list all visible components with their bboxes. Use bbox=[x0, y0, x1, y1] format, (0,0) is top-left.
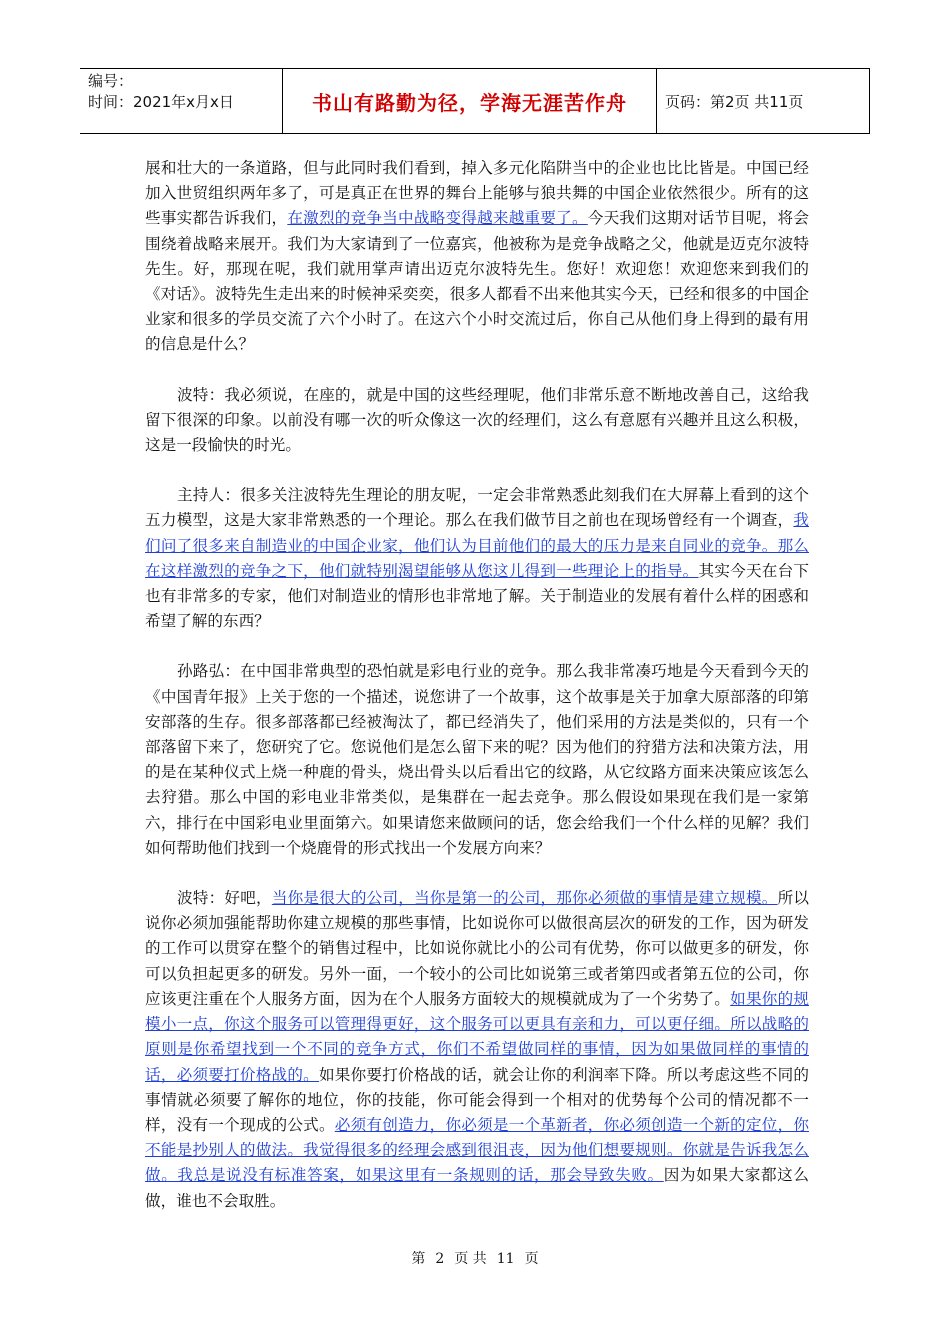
body-paragraph bbox=[145, 383, 809, 459]
paragraph-text: 今天我们这期对话节目呢，将会围绕着战略来展开。我们为大家请到了一位嘉宾，他被称为是竞争战略之父，他就是迈克尔波特先生。好，那现在呢，我们就用掌声请出迈克尔波特先生。您好！欢迎您！欢迎您来到我们的《对话》。波特先生走出来的时候神采奕奕，很多人都看不出来他其实今天，已经和很多的中国企业家和很多的学员交流了六个小时了。在这六个小时交流过后，你自己从他们身上得到的最有用的信息是什么？ bbox=[145, 209, 809, 354]
paragraph-text: 因为如果大家都这么做，谁也不会取胜。 bbox=[145, 1166, 809, 1210]
header-number-label: 编号： bbox=[88, 72, 134, 90]
body-paragraph bbox=[145, 483, 809, 634]
header-meta bbox=[80, 69, 283, 133]
underlined-highlight-text[interactable]: 必须有创造力，你必须是一个革新者，你必须创造一个新的定位，你不能是抄别人的做法。我觉得很多的经理会感到很沮丧，因为他们想要规则。你就是告诉我怎么做。我总是说没有标准答案，如果这里有一条规则的话，那会导致失败。 bbox=[145, 1115, 809, 1185]
paragraph-text: 波特：好吧， bbox=[177, 889, 272, 908]
paragraph-text: 展和壮大的一条道路，但与此同时我们看到，掉入多元化陷阱当中的企业也比比皆是。中国已经加入世贸组织两年多了，可是真正在世界的舞台上能够与狼共舞的中国企业依然很少。所有的这些事实都告诉我们， bbox=[145, 159, 809, 228]
body-paragraph bbox=[145, 156, 809, 358]
footer-page-number: 2 bbox=[435, 1251, 445, 1267]
document-body bbox=[145, 156, 809, 1239]
paragraph-text: 波特：我必须说，在座的，就是中国的这些经理呢，他们非常乐意不断地改善自己，这给我留下很深的印象。以前没有哪一次的听众像这一次的经理们，这么有意愿有兴趣并且这么积极，这是一段愉快的时光。 bbox=[145, 385, 809, 455]
footer-prefix: 第 bbox=[411, 1251, 426, 1267]
document-header bbox=[80, 68, 870, 134]
underlined-highlight-text[interactable]: 在激烈的竞争当中战略变得越来越重要了。 bbox=[287, 209, 588, 228]
header-date: 时间：2021年x月x日 bbox=[88, 93, 234, 111]
footer-total-pages: 11 bbox=[496, 1251, 515, 1267]
paragraph-text: 如果你要打价格战的话，就会让你的利润率下降。所以考虑这些不同的事情就必须要了解你的地位，你的技能，你可能会得到一个相对的优势每个公司的情况都不一样，没有一个现成的公式。 bbox=[145, 1065, 809, 1134]
header-page-info-cell bbox=[657, 69, 869, 133]
underlined-highlight-text[interactable]: 我们问了很多来自制造业的中国企业家，他们认为目前他们的最大的压力是来自同业的竞争。那么在这样激烈的竞争之下，他们就特别渴望能够从您这儿得到一些理论上的指导。 bbox=[145, 511, 809, 580]
page-footer bbox=[0, 1248, 950, 1268]
paragraph-text: 所以说你必须加强能帮助你建立规模的那些事情，比如说你可以做很高层次的研发的工作，因为研发的工作可以贯穿在整个的销售过程中，比如说你就比小的公司有优势，你可以做更多的研发，你可以负担起更多的研发。另外一面，一个较小的公司比如说第三或者第四或者第五位的公司，你应该更注重在个人服务方面，因为在个人服务方面较大的规模就成为了一个劣势了。 bbox=[145, 889, 809, 1008]
header-motto-cell bbox=[283, 69, 657, 133]
paragraph-text: 主持人：很多关注波特先生理论的朋友呢，一定会非常熟悉此刻我们在大屏幕上看到的这个五力模型，这是大家非常熟悉的一个理论。那么在我们做节目之前也在现场曾经有一个调查， bbox=[145, 486, 809, 530]
body-paragraph bbox=[145, 886, 809, 1214]
header-motto: 书山有路勤为径，学海无涯苦作舟 bbox=[312, 90, 627, 115]
footer-middle: 页 共 bbox=[454, 1251, 487, 1267]
paragraph-text: 孙路弘：在中国非常典型的恐怕就是彩电行业的竞争。那么我非常凑巧地是今天看到今天的《中国青年报》上关于您的一个描述，说您讲了一个故事，这个故事是关于加拿大原部落的印第安部落的生存。很多部落都已经被淘汰了，都已经消失了，他们采用的方法是类似的，只有一个部落留下来了，您研究了它。您说他们是怎么留下来的呢？因为他们的狩猎方法和决策方法，用的是在某种仪式上烧一种鹿的骨头，烧出骨头以后看出它的纹路，从它纹路方面来决策应该怎么去狩猎。那么中国的彩电业非常类似，是集群在一起去竞争。那么假设如果现在我们是一家第六，排行在中国彩电业里面第六。如果请您来做顾问的话，您会给我们一个什么样的见解？我们如何帮助他们找到一个烧鹿骨的形式找出一个发展方向来？ bbox=[145, 662, 809, 857]
body-paragraph bbox=[145, 659, 809, 861]
header-page-info: 页码：第2页 共11页 bbox=[665, 92, 804, 111]
paragraph-text: 其实今天在台下也有非常多的专家，他们对制造业的情形也非常地了解。关于制造业的发展有着什么样的困惑和希望了解的东西？ bbox=[145, 561, 809, 631]
underlined-highlight-text[interactable]: 如果你的规模小一点，你这个服务可以管理得更好，这个服务可以更具有亲和力，可以更仔细。所以战略的原则是你希望找到一个不同的竞争方式，你们不希望做同样的事情，因为如果做同样的事情的话，必须要打价格战的。 bbox=[145, 989, 809, 1084]
underlined-highlight-text[interactable]: 当你是很大的公司，当你是第一的公司，那你必须做的事情是建立规模。 bbox=[271, 889, 778, 908]
footer-suffix: 页 bbox=[524, 1251, 539, 1267]
